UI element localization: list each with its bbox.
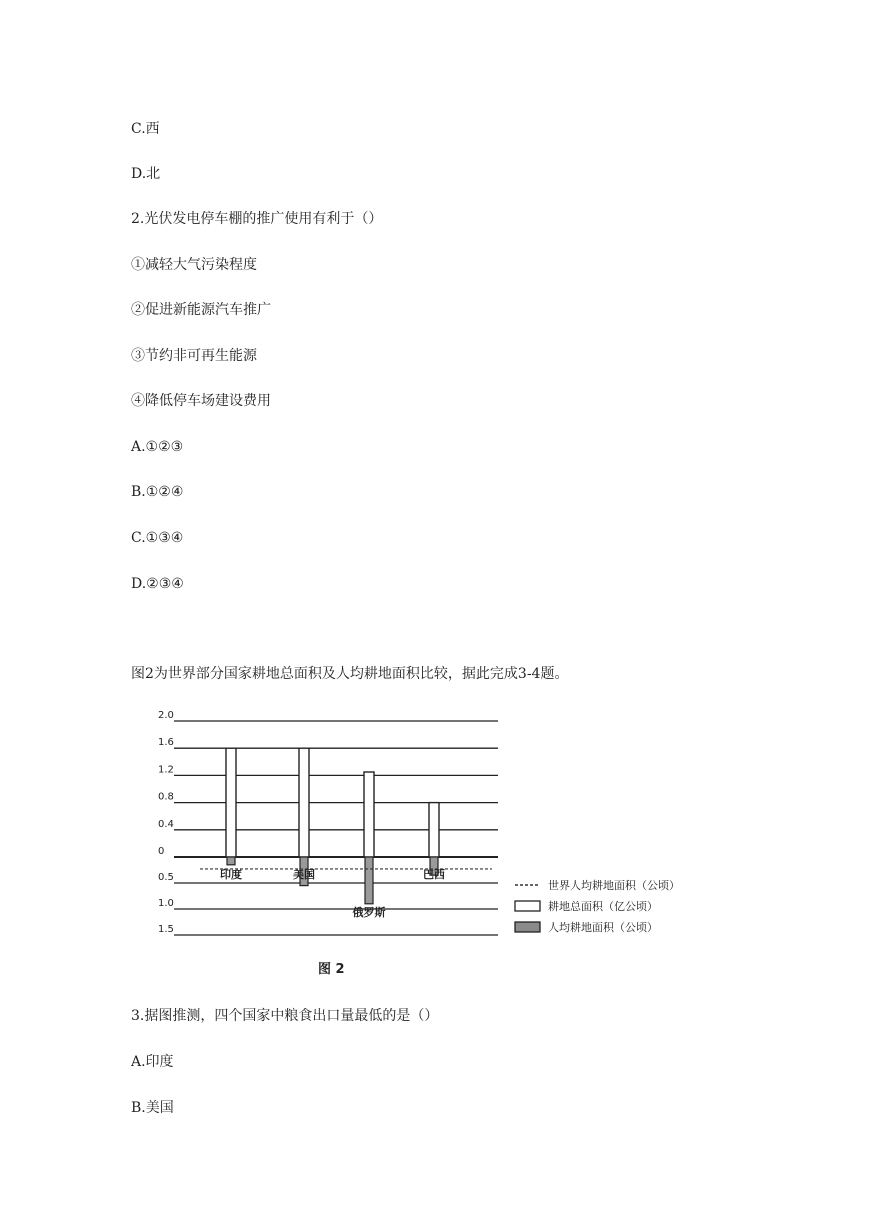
question-2: 2.光伏发电停车棚的推广使用有利于（） — [131, 211, 383, 227]
y-tick-label: 1.0 — [158, 898, 174, 909]
option-a-q2: A.①②③ — [131, 439, 184, 455]
bar-per-capita — [365, 857, 373, 904]
statement-4: ④降低停车场建设费用 — [131, 393, 271, 409]
y-tick-label: 1.2 — [158, 764, 174, 776]
figure-2-chart — [140, 705, 710, 990]
option-c-q2: C.①③④ — [131, 530, 184, 546]
option-d-q1: D.北 — [131, 166, 161, 182]
bar-total-area — [299, 748, 309, 857]
bar-total-area — [429, 803, 439, 857]
category-label: 巴西 — [423, 868, 445, 881]
bars — [226, 748, 439, 904]
grid-lines — [174, 721, 498, 935]
chart-legend — [515, 878, 680, 934]
chart-svg — [140, 705, 710, 990]
option-a-q3: A.印度 — [131, 1054, 174, 1070]
bar-total-area — [364, 772, 374, 857]
statement-3: ③节约非可再生能源 — [131, 348, 257, 364]
legend-filled-swatch — [515, 922, 540, 932]
category-labels — [220, 867, 445, 919]
y-tick-label: 0 — [158, 846, 165, 857]
y-tick-labels — [158, 710, 174, 935]
y-tick-label: 0.8 — [158, 791, 174, 803]
option-b-q3: B.美国 — [131, 1100, 174, 1116]
bar-total-area — [226, 748, 236, 857]
statement-1: ①减轻大气污染程度 — [131, 257, 257, 273]
category-label: 印度 — [220, 868, 242, 881]
y-tick-label: 1.5 — [158, 924, 174, 935]
category-label: 俄罗斯 — [352, 905, 386, 919]
y-tick-label: 0.4 — [158, 818, 174, 830]
legend-total-label: 耕地总面积（亿公顷） — [548, 900, 658, 913]
y-tick-label: 0.5 — [158, 872, 174, 883]
question-3: 3.据图推测，四个国家中粮食出口量最低的是（） — [131, 1008, 439, 1024]
legend-percapita-label: 人均耕地面积（公顷） — [548, 921, 658, 934]
category-label: 美国 — [293, 868, 315, 881]
figure-intro: 图2为世界部分国家耕地总面积及人均耕地面积比较，据此完成3-4题。 — [131, 666, 569, 682]
legend-world-label: 世界人均耕地面积（公顷） — [548, 879, 680, 892]
statement-2: ②促进新能源汽车推广 — [131, 302, 271, 318]
option-d-q2: D.②③④ — [131, 576, 184, 592]
option-c-q1: C.西 — [131, 121, 160, 137]
y-tick-label: 1.6 — [158, 737, 174, 749]
bar-per-capita — [227, 857, 235, 865]
legend-open-swatch — [515, 901, 540, 911]
option-b-q2: B.①②④ — [131, 484, 184, 500]
y-tick-label: 2.0 — [158, 710, 174, 721]
figure-caption: 图 2 — [318, 962, 345, 977]
